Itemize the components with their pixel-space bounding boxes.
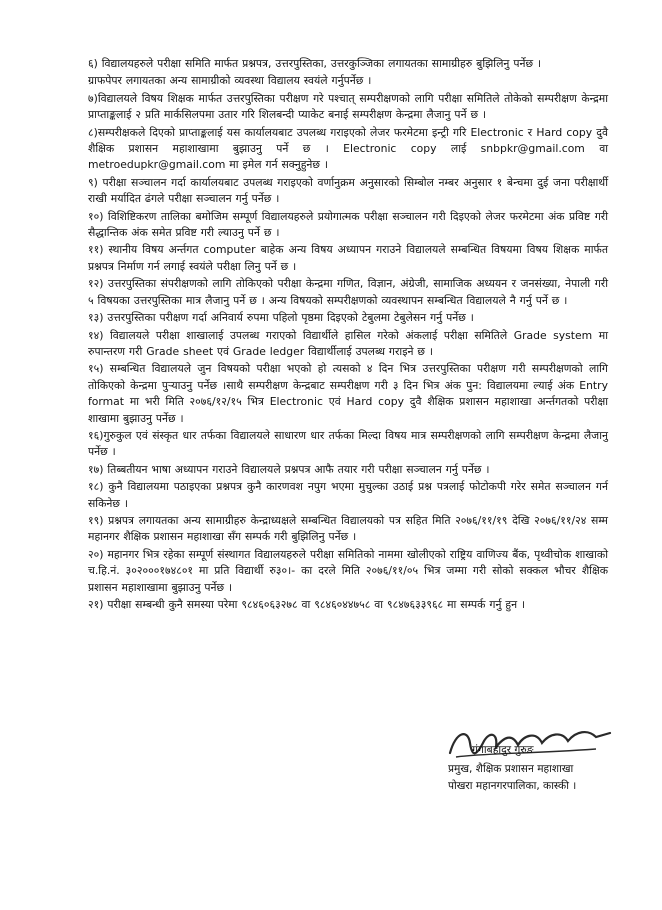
paragraph-11: ११) स्थानीय विषय अर्न्तगत computer बाहेक अन्य विषय अध्यापन गराउने विद्यालयले सम्बन्धित विषयमा विषय शिक्षक मार्फत प्रश्नपत्र निर्माण गर्न लगाई स्वयंले परीक्षा लिनु पर्ने छ । [88,243,608,273]
paragraph-10: १०) विशिष्टिकरण तालिका बमोजिम सम्पूर्ण विद्यालयहरुले प्रयोगात्मक परीक्षा सञ्चालन गरी दिइएको लेजर फरमेटमा अंक प्रविष्ट गरी सैद्धान्तिक अंक समेत प्रविष्ट गरी ल्याउनु पर्ने छ । [88,209,608,240]
paragraph-9: ९) परीक्षा सञ्चालन गर्दा कार्यालयबाट उपलब्ध गराइएको वर्णानुक्रम अनुसारको सिम्बोल नम्बर अनुसार १ बेन्चमा दुई जना परीक्षार्थी राखी मर्यादित ढंगले परीक्षा सञ्चालन गर्नु पर्नेछ । [88,175,608,206]
signatory-details [448,761,648,795]
paragraph-6: ६) विद्यालयहरुले परीक्षा समिति मार्फत प्रश्नपत्र, उत्तरपुस्तिका, उत्तरकुञ्जिका लगायतका सामाग्रीहरु बुझिलिनु पर्नेछ । [88,57,542,70]
paragraph-21: २१) परीक्षा सम्बन्धी कुनै समस्या परेमा ९८४६०६३२७८ वा ९८४६०४४७५८ वा ९८४७६३३९६८ मा सम्पर्क गर्नु हुन । [88,598,526,611]
signatory-title: प्रमुख, शैक्षिक प्रशासन महाशाखा [448,763,574,775]
paragraph-19: १९) प्रश्नपत्र लगायतका अन्य सामाग्रीहरु केन्द्राध्यक्षले सम्बन्धित विद्यालयको पत्र सहित मिति २०७६/११/१९ देखि २०७६/११/२४ सम्म महानगर शैक्षिक प्रशासन महाशाखा सँग सम्पर्क गरी बुझिलिनु पर्नेछ । [88,513,608,544]
paragraph-12: १२) उत्तरपुस्तिका संपरीक्षणको लागि तोकिएको परीक्षा केन्द्रमा गणित, विज्ञान, अंग्रेजी, सामाजिक अध्ययन र जनसंख्या, नेपाली गरी ५ विषयका उत्तरपुस्तिका मात्र लैजानु पर्ने छ । अन्य विषयको सम्परीक्षणको व्यवस्थापन सम्बन्धित विद्यालयले नै गर्नु पर्ने छ । [88,277,608,307]
paragraph-16: १६)गुरुकुल एवं संस्कृत धार तर्फका विद्यालयले साधारण धार तर्फका मिल्दा विषय मात्र सम्परीक्षणको लागि सम्परीक्षण केन्द्रमा लैजानु पर्नेछ । [88,428,608,459]
paragraph-7: ७)विद्यालयले विषय शिक्षक मार्फत उत्तरपुस्तिका परीक्षण गरे पश्चात् सम्परीक्षणको लागि परीक्षा समितिले तोकेको सम्परीक्षण केन्द्रमा प्राप्ताङ्कलाई २ प्रति मार्कसिलपमा उतार गरि शिलबन्दी प्याकेट बनाई सम्परीक्षण केन्द्रमा लैजानु पर्ने छ । [88,91,608,122]
paragraph-8: ८)सम्परीक्षकले दिएको प्राप्ताङ्कलाई यस कार्यालयबाट उपलब्ध गराइएको लेजर फरमेटमा इन्ट्री गरि Electronic र Hard copy दुवै शैक्षिक प्रशासन महाशाखामा बुझाउनु पर्ने छ । Electronic copy लाई snbpkr@gmail.com वा metroedupkr@gmail.com मा इमेल गर्न सक्नुहुनेछ । [88,125,608,172]
paragraph-14: १४) विद्यालयले परीक्षा शाखालाई उपलब्ध गराएको विद्यार्थीले हासिल गरेको अंकलाई परीक्षा समितिले Grade system मा रुपान्तरण गरी Grade sheet एवं Grade ledger विद्यार्थीलाई उपलब्ध गराइने छ । [88,328,608,358]
paragraph-13: १३) उत्तरपुस्तिका परीक्षण गर्दा अनिवार्य रुपमा पहिलो पृष्ठमा दिइएको टेबुलमा टेबुलेसन गर्नु पर्नेछ । [88,311,474,325]
paragraph-18: १८) कुनै विद्यालयमा पठाइएका प्रश्नपत्र कुनै कारणवश नपुग भएमा मुचुल्का उठाई प्रश्न पत्रलाई फोटोकपी गरेर समेत सञ्चालन गर्न सकिनेछ । [88,480,608,510]
paragraph-15: १५) सम्बन्धित विद्यालयले जुन विषयको परीक्षा भएको हो त्यसको ४ दिन भित्र उत्तरपुस्तिका परीक्षण गरी सम्परीक्षणको लागि तोकिएको केन्द्रमा पुऱ्याउनु पर्नेछ ।साथै सम्परीक्षण केन्द्रबाट सम्परीक्षण गरी ३ दिन भित्र अंक पुन: विद्यालयमा ल्याई अंक Entry format मा भरी मिति २०७६/१२/१५ भित्र Electronic एवं Hard copy दुवै शैक्षिक प्रशासन महाशाखा अर्न्तगतको परीक्षा शाखामा बुझाउनु पर्नेछ । [88,362,608,425]
signatory-office: पोखरा महानगरपालिका, कास्की । [448,780,577,792]
document-body [88,56,608,614]
signatory-name: गंगाबहादुर गुरुङ [472,744,534,756]
paragraph-20: २०) महानगर भित्र रहेका सम्पूर्ण संस्थागत विद्यालयहरुले परीक्षा समितिको नाममा खोलीएको राष्ट्रिय वाणिज्य बैंक, पृथ्वीचोक शाखाको च.हि.नं. ३०२०००१७४८०१ मा प्रति विद्यार्थी रु३०।- का दरले मिति २०७६/११/०५ भित्र जम्मा गरी सोको सक्कल भौचर शैक्षिक प्रशासन महाशाखामा बुझाउनु पर्नेछ । [88,547,608,594]
paragraph-6-note: ग्राफपेपर लगायतका अन्य सामाग्रीको व्यवस्था विद्यालय स्वयंले गर्नुपर्नेछ । [88,74,372,88]
paragraph-17: १७) तिब्बतीयन भाषा अध्यापन गराउने विद्यालयले प्रश्नपत्र आफै तयार गरी परीक्षा सञ्चालन गर्नु पर्नेछ । [88,462,490,476]
